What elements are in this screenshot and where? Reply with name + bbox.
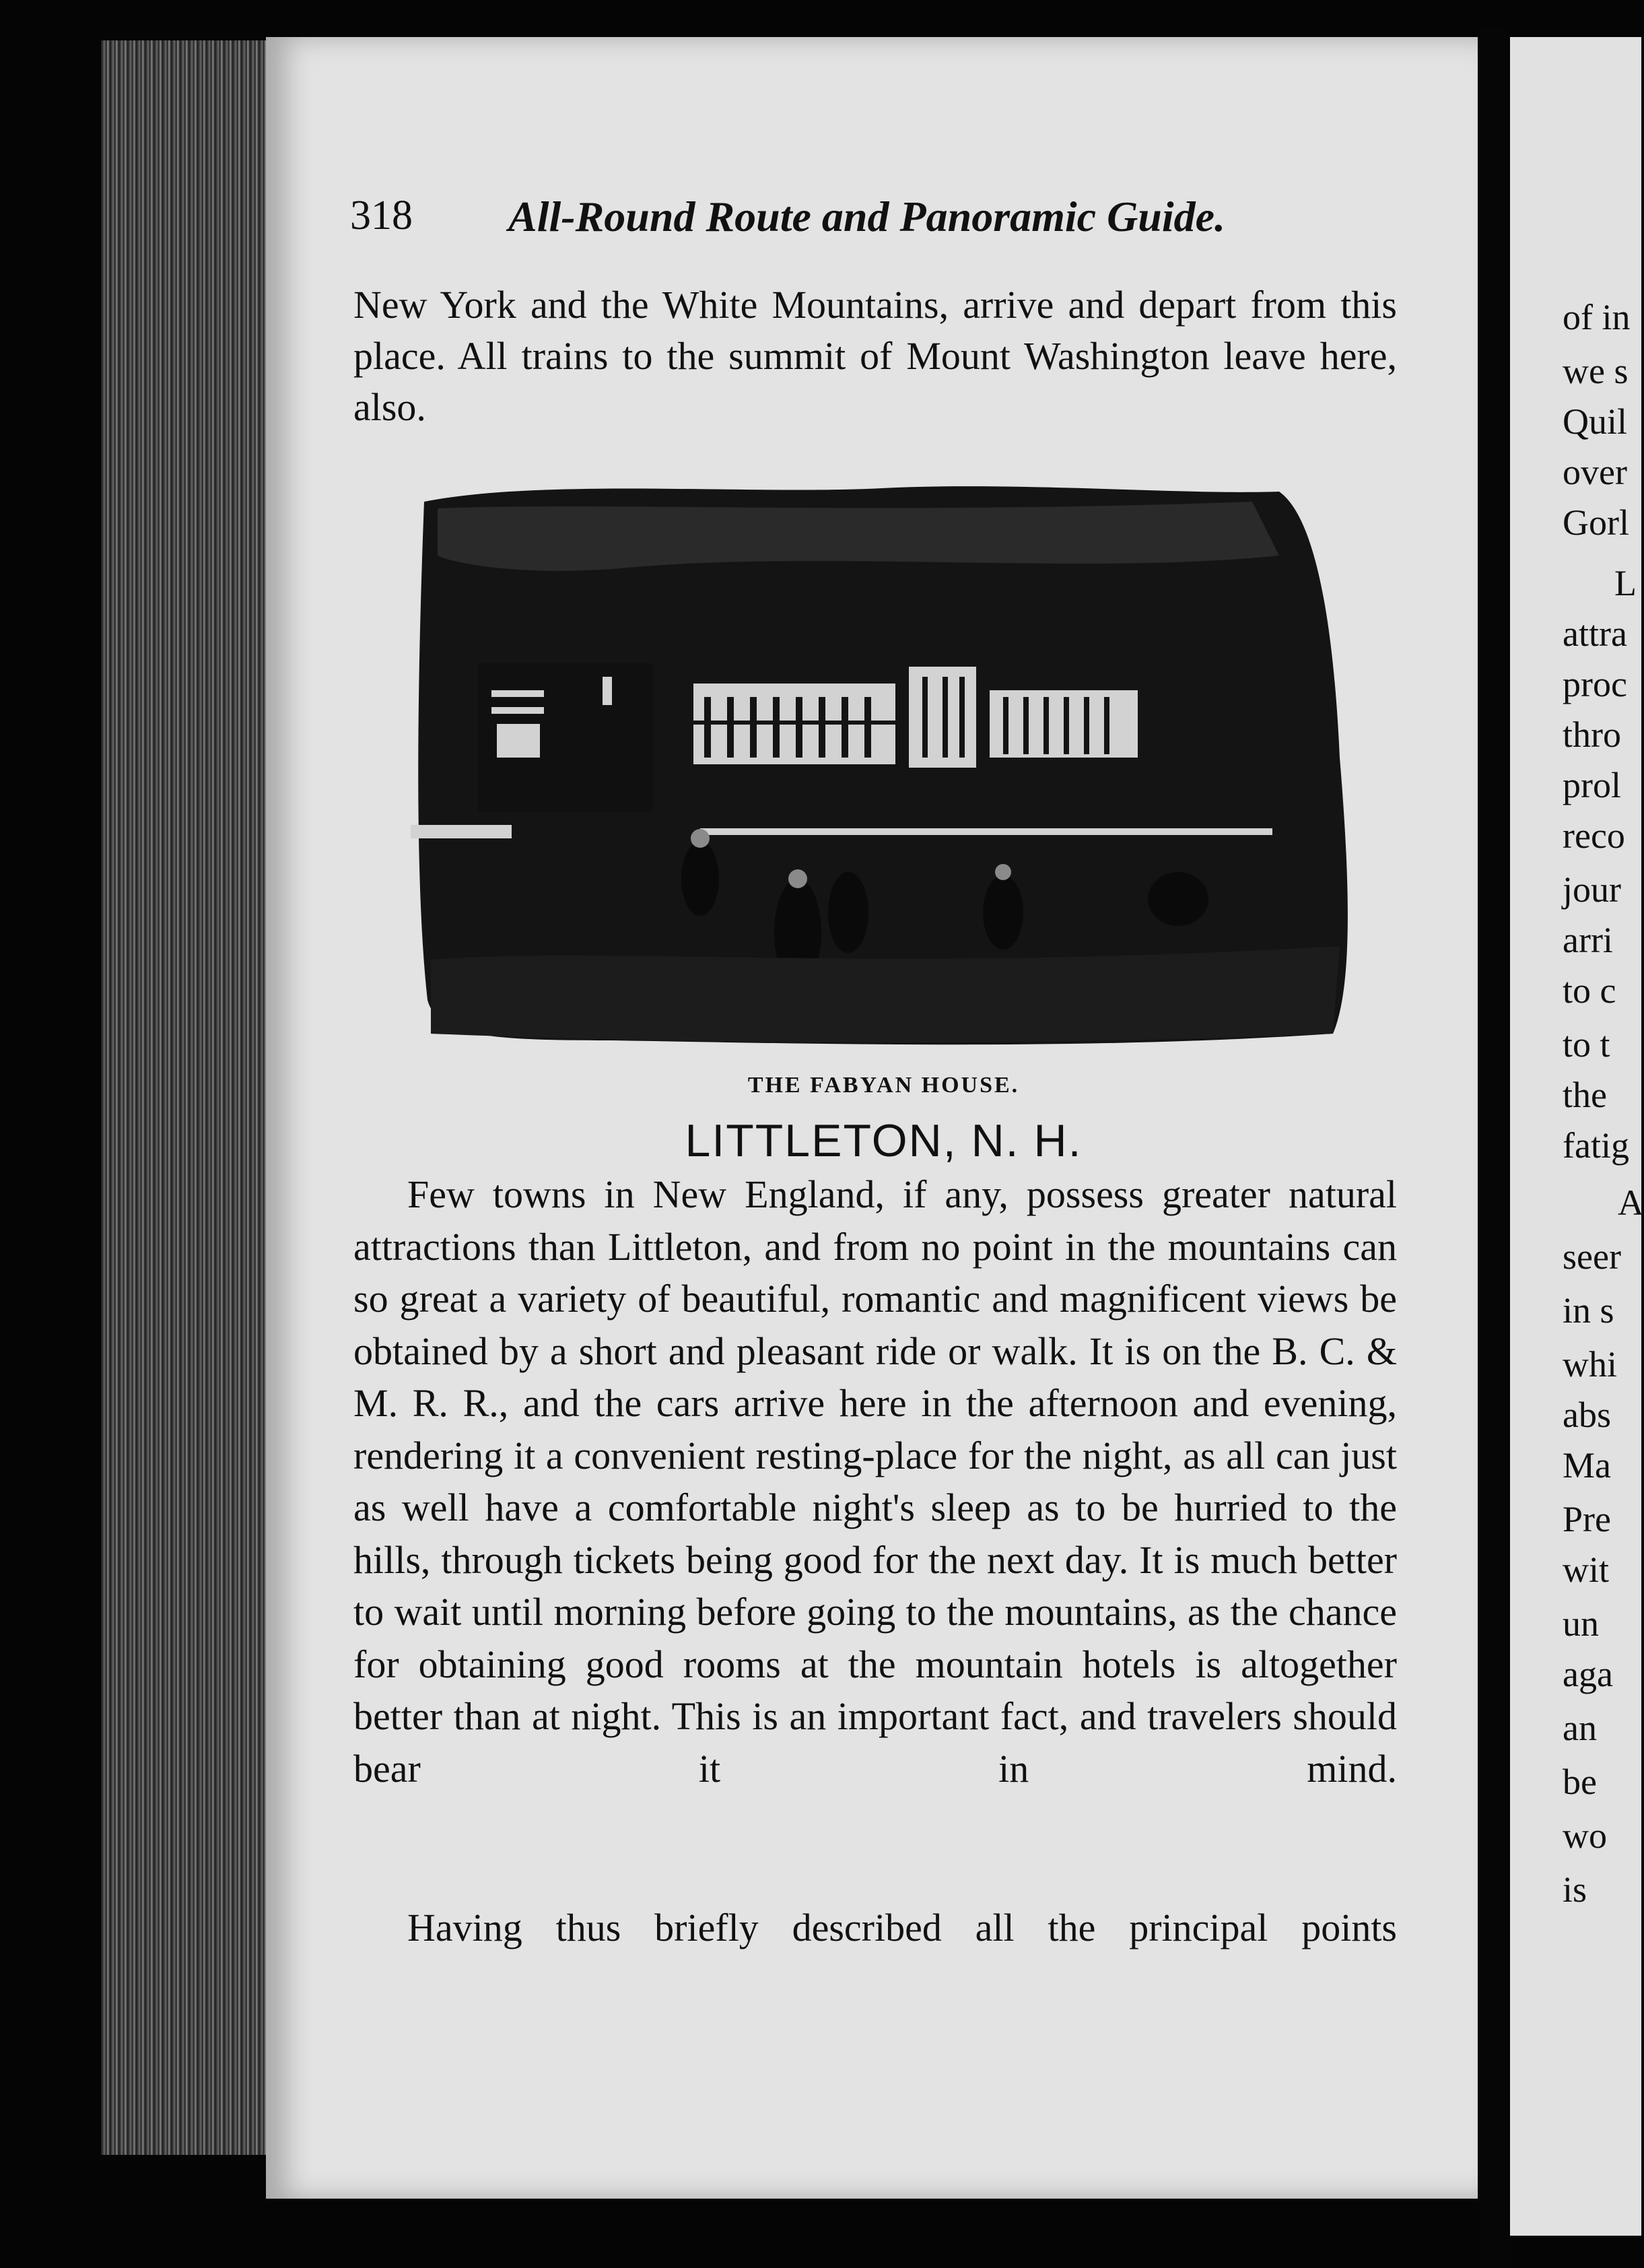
illustration-caption: THE FABYAN HOUSE.: [747, 1073, 1020, 1098]
facing-page-line: an: [1563, 1708, 1597, 1748]
facing-page-line: L: [1614, 563, 1637, 603]
facing-page-line: abs: [1563, 1395, 1611, 1435]
facing-page: [1510, 37, 1644, 2236]
facing-page-line: un: [1563, 1603, 1599, 1644]
facing-page-line: thro: [1563, 714, 1621, 755]
book-gutter: [1478, 27, 1510, 2268]
facing-page-line: attra: [1563, 613, 1627, 654]
facing-page-line: Pre: [1563, 1499, 1611, 1539]
facing-page-line: whi: [1563, 1344, 1617, 1385]
facing-page-line: seer: [1563, 1236, 1621, 1277]
facing-page-line: reco: [1563, 815, 1625, 856]
facing-page-line: prol: [1563, 765, 1621, 805]
facing-page-line: A: [1618, 1182, 1644, 1223]
page-edges: [101, 40, 269, 2155]
facing-page-line: in s: [1563, 1290, 1614, 1331]
facing-page-line: proc: [1563, 664, 1627, 704]
facing-page-line: of in: [1563, 297, 1631, 337]
paragraph-last: Having thus briefly described all the principal points: [407, 1906, 1397, 1949]
facing-page-line: Ma: [1563, 1445, 1611, 1486]
facing-page-line: we s: [1563, 351, 1629, 391]
page-number: 318: [350, 193, 413, 238]
running-title: All-Round Route and Panoramic Guide.: [508, 193, 1226, 240]
facing-page-line: fatig: [1563, 1125, 1629, 1166]
facing-page-line: is: [1563, 1869, 1587, 1910]
facing-page-line: the: [1563, 1075, 1607, 1115]
facing-page-line: wit: [1563, 1549, 1610, 1590]
section-heading: LITTLETON, N. H.: [685, 1115, 1083, 1166]
facing-page-line: jour: [1563, 869, 1621, 910]
fabyan-house-engraving: [411, 475, 1357, 1050]
facing-page-line: over: [1563, 452, 1627, 492]
facing-page-line: Quil: [1563, 401, 1628, 442]
facing-page-line: to c: [1563, 970, 1616, 1011]
facing-page-line: to t: [1563, 1024, 1610, 1065]
facing-page-line: be: [1563, 1762, 1597, 1802]
paragraph-continued: New York and the White Mountains, arrive and depart from this place. All trains to the summit of Mount Washington leave here, also.: [353, 283, 1397, 429]
facing-page-line: aga: [1563, 1654, 1613, 1694]
facing-page-line: Gorl: [1563, 502, 1629, 543]
facing-page-line: arri: [1563, 920, 1613, 960]
facing-page-line: wo: [1563, 1815, 1607, 1856]
paragraph-main: Few towns in New England, if any, possess greater natural attractions than Littleton, and from no point in the mountains can so great a variety of beautiful, romantic and magnificent views be obtained by a short and pleasant ride or walk. It is on the B. C. & M. R. R., and the cars arrive here in the afternoon and evening, rendering it a convenient resting-place for the night, as all can just as well have a comfortable night's sleep as to be hurried to the hills, through tickets being good for the next day. It is much better to wait until morning before going to the mountains, as the chance for obtaining good rooms at the mountain hotels is altogether better than at night. This is an important fact, and travelers should bear it in mind.: [353, 1172, 1397, 1791]
